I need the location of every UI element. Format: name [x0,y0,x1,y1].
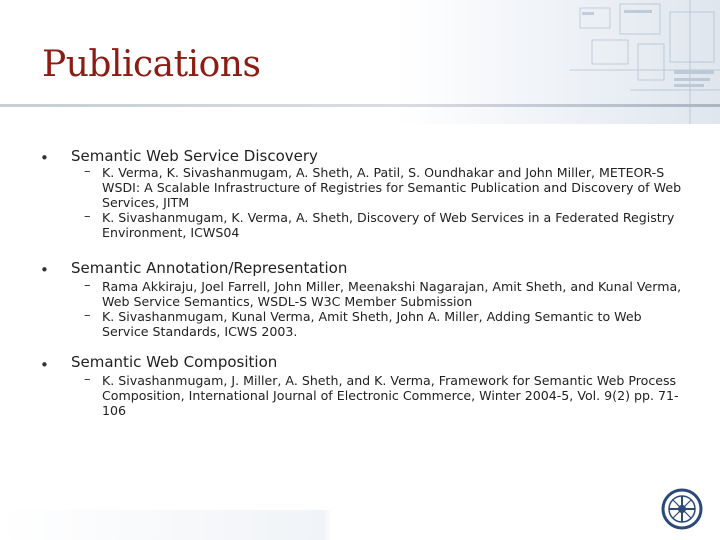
dash-glyph: – [84,164,91,179]
dash-glyph: – [84,278,91,293]
reference-item: K. Sivashanmugam, K. Verma, A. Sheth, Discovery of Web Services in a Federated Registry Environment, ICWS04 [102,210,675,240]
dash-glyph: – [84,209,91,224]
reference-item: K. Sivashanmugam, J. Miller, A. Sheth, and K. Verma, Framework for Semantic Web Process Composition, International Journal of Electronic Commerce, Winter 2004-5, Vol. 9(2) pp. 71-106 [102,373,679,418]
bullet-glyph: • [40,356,49,374]
reference-item: Rama Akkiraju, Joel Farrell, John Miller, Meenakshi Nagarajan, Amit Sheth, and Kunal Verma, Web Service Semantics, WSDL-S W3C Member Submission [102,279,682,309]
reference-item: K. Verma, K. Sivashanmugam, A. Sheth, A. Patil, S. Oundhakar and John Miller, METEOR-S WSDI: A Scalable Infrastructure of Registries for Semantic Publication and Discovery of Web Services, JITM [102,165,682,210]
section-topic: Semantic Web Service Discovery [71,147,318,165]
dash-glyph: – [84,308,91,323]
section-topic: Semantic Annotation/Representation [71,259,348,277]
dash-glyph: – [84,372,91,387]
bullet-glyph: • [40,261,49,279]
reference-item: K. Sivashanmugam, Kunal Verma, Amit Sheth, John A. Miller, Adding Semantic to Web Service Standards, ICWS 2003. [102,309,642,339]
lsdis-logo-icon [661,488,703,530]
bullet-glyph: • [40,149,49,167]
title-divider [0,104,720,107]
footer-band [0,510,720,540]
page-title: Publications [42,44,261,85]
section-topic: Semantic Web Composition [71,353,278,371]
